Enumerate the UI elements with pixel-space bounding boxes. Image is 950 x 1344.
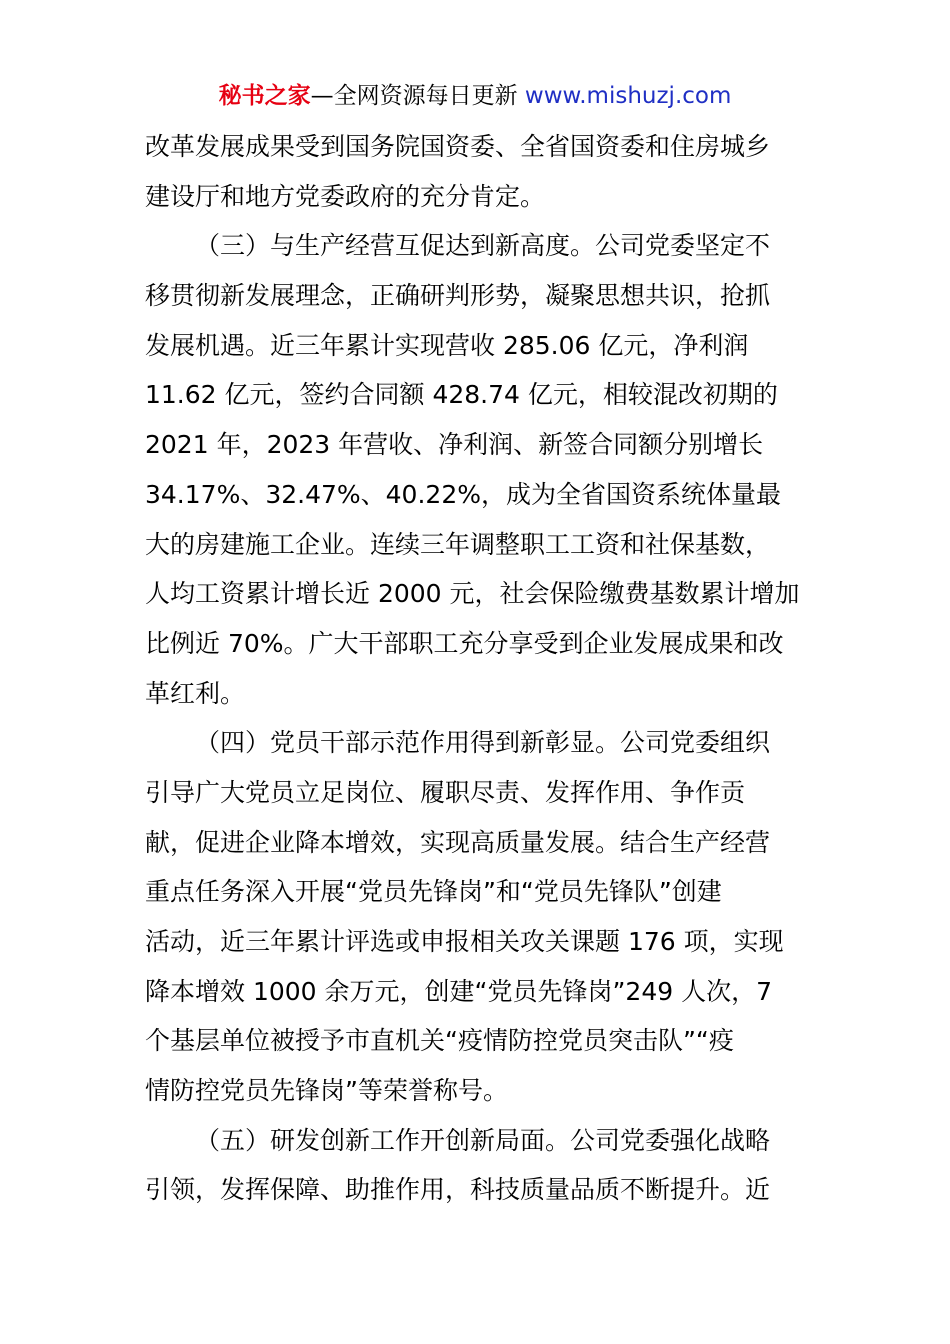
paragraph-heading-5: （五）研发创新工作开创新局面。公司党委强化战略 bbox=[195, 1125, 771, 1155]
text-line: 建设厅和地方党委政府的充分肯定。 bbox=[145, 181, 546, 211]
text-line: 活动，近三年累计评选或申报相关攻关课题 176 项，实现 bbox=[145, 927, 784, 956]
site-header bbox=[0, 80, 950, 112]
site-url-link[interactable]: www.mishuzj.com bbox=[524, 83, 732, 109]
text-line: 比例近 70%。广大干部职工充分享受到企业发展成果和改 bbox=[145, 628, 784, 658]
text-line: 人均工资累计增长近 2000 元，社会保险缴费基数累计增加 bbox=[145, 579, 800, 609]
text-line: 11.62 亿元，签约合同额 428.74 亿元，相较混改初期的 bbox=[145, 380, 778, 410]
text-line: 重点任务深入开展“党员先锋岗”和“党员先锋队”创建 bbox=[145, 877, 722, 907]
brand-name: 秘书之家 bbox=[218, 83, 311, 109]
text-line: 改革发展成果受到国务院国资委、全省国资委和住房城乡 bbox=[145, 132, 771, 161]
paragraph-heading-3: （三）与生产经营互促达到新高度。公司党委坚定不 bbox=[195, 231, 771, 261]
text-line: 2021 年，2023 年营收、净利润、新签合同额分别增长 bbox=[145, 430, 764, 460]
text-line: 引领，发挥保障、助推作用，科技质量品质不断提升。近 bbox=[145, 1175, 771, 1205]
text-line: 献，促进企业降本增效，实现高质量发展。结合生产经营 bbox=[145, 827, 771, 857]
text-line: 革红利。 bbox=[145, 678, 246, 708]
text-line: 情防控党员先锋岗”等荣誉称号。 bbox=[145, 1076, 508, 1106]
document-body bbox=[145, 122, 815, 1215]
text-line: 发展机遇。近三年累计实现营收 285.06 亿元，净利润 bbox=[145, 330, 749, 360]
text-line: 降本增效 1000 余万元，创建“党员先锋岗”249 人次，7 bbox=[145, 976, 772, 1006]
text-line: 大的房建施工企业。连续三年调整职工工资和社保基数， bbox=[145, 529, 771, 559]
text-line: 34.17%、32.47%、40.22%，成为全省国资系统体量最 bbox=[145, 479, 781, 509]
text-line: 引导广大党员立足岗位、履职尽责、发挥作用、争作贡 bbox=[145, 777, 746, 807]
site-tagline: —全网资源每日更新 bbox=[310, 83, 518, 109]
paragraph-heading-4: （四）党员干部示范作用得到新彰显。公司党委组织 bbox=[195, 728, 771, 758]
text-line: 移贯彻新发展理念，正确研判形势，凝聚思想共识，抢抓 bbox=[145, 281, 771, 311]
text-line: 个基层单位被授予市直机关“疫情防控党员突击队”“疫 bbox=[145, 1026, 734, 1056]
